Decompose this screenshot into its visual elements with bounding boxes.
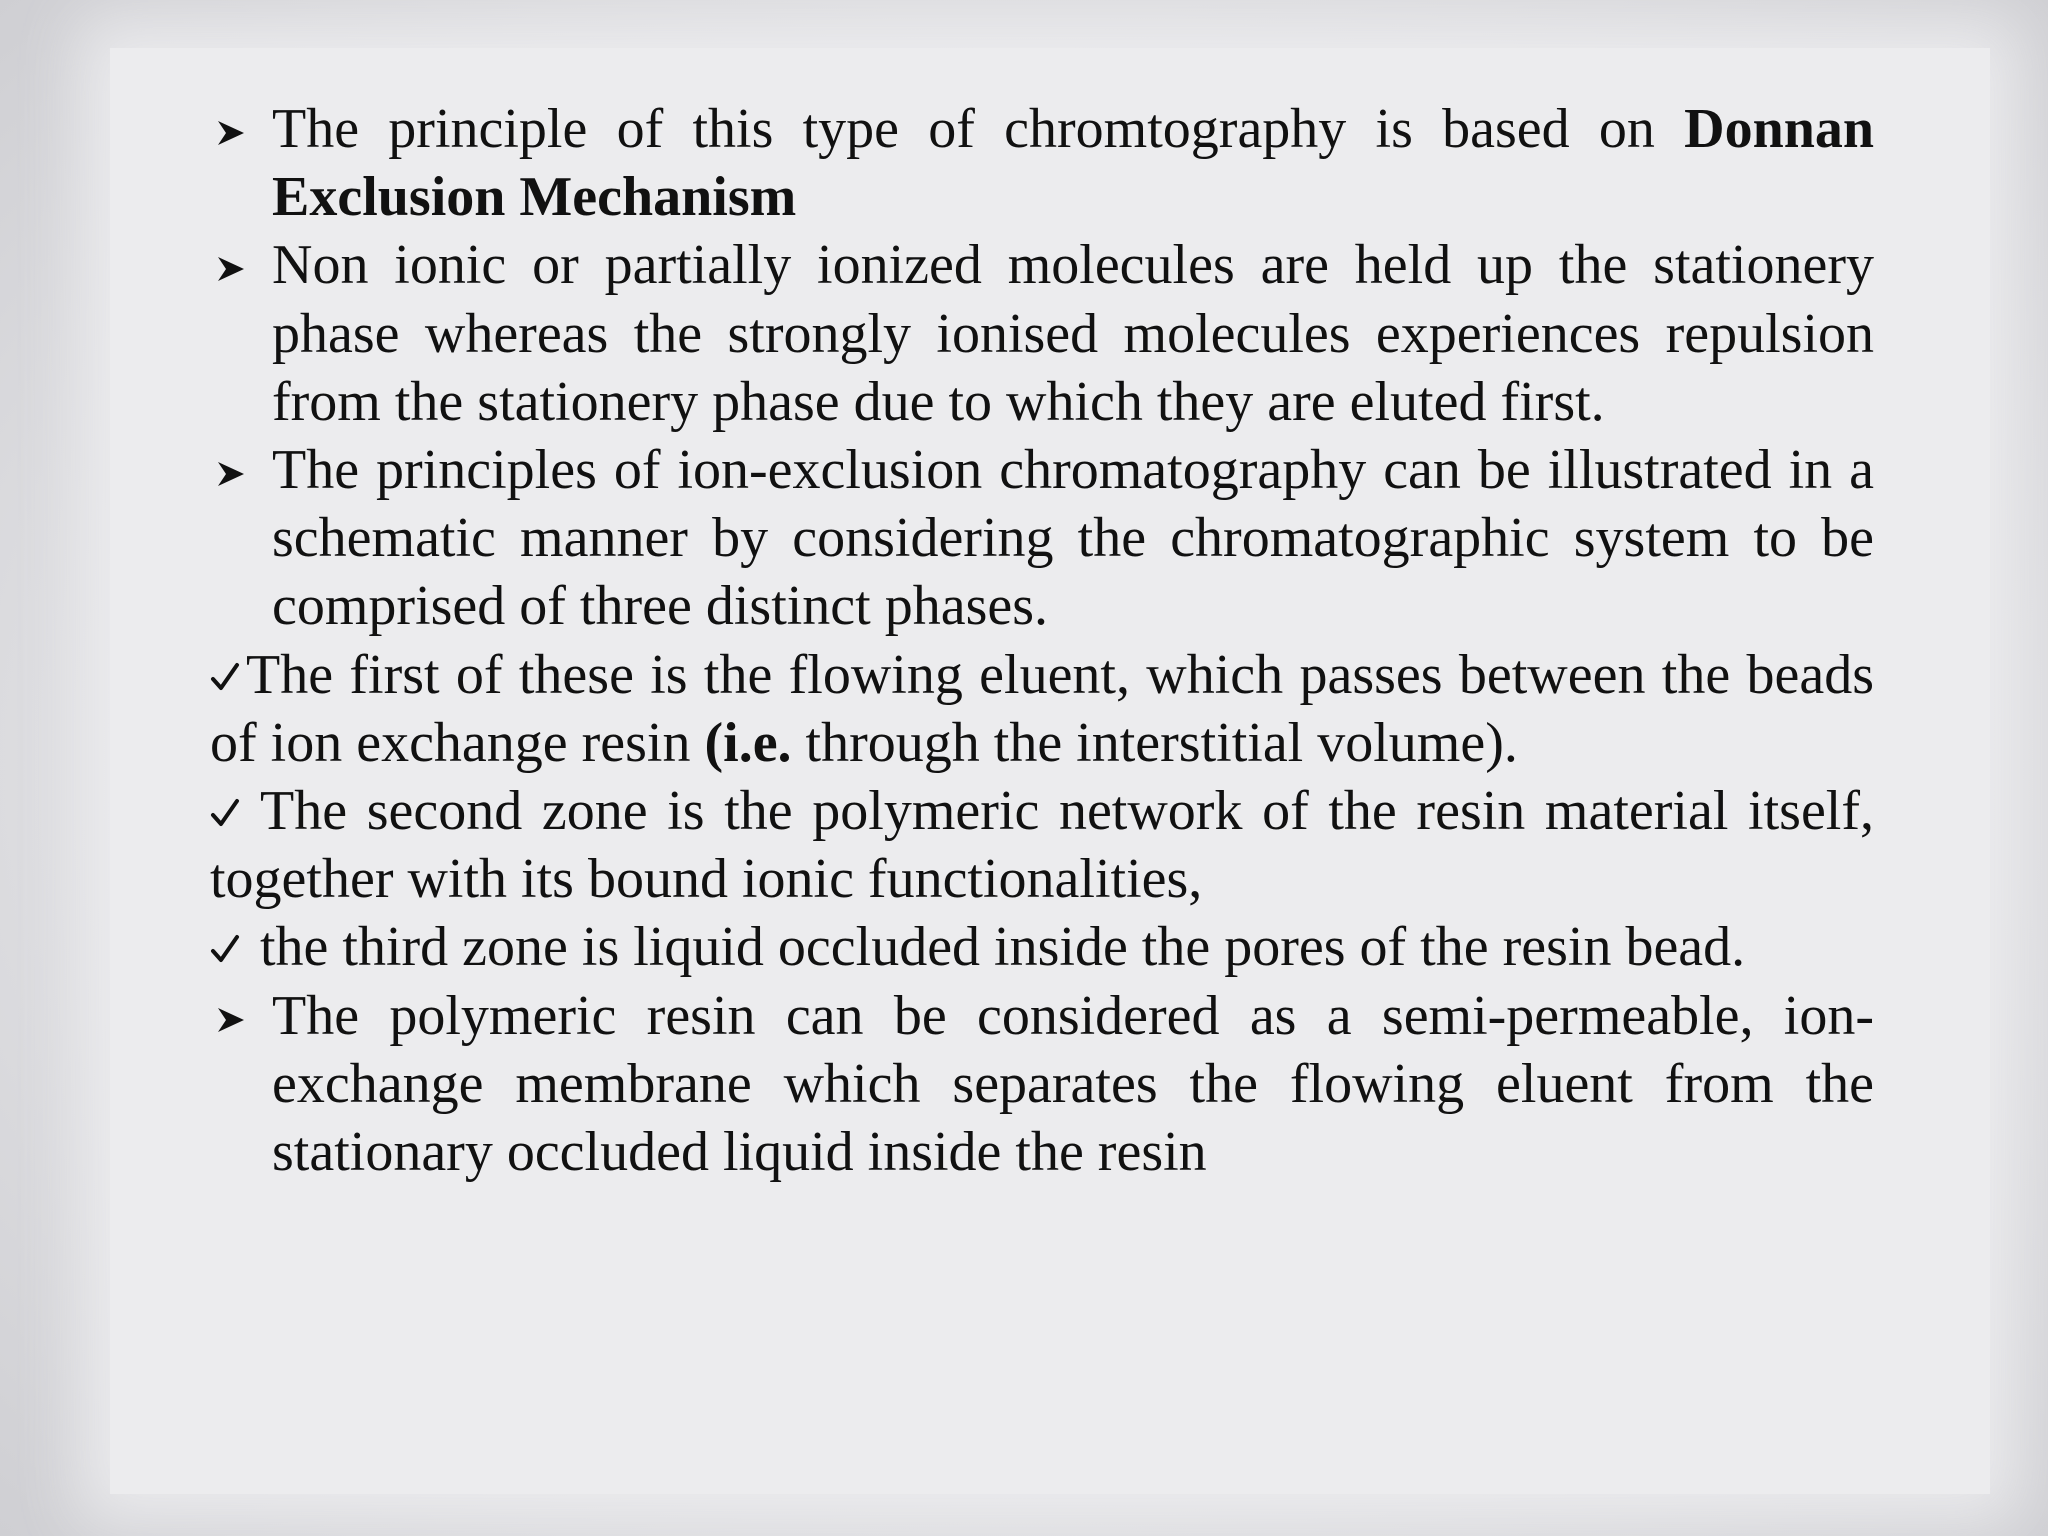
bullet-item-1-text: The principle of this type of chromtography is based on: [272, 98, 1685, 160]
check-item-3-text: the third zone is liquid occluded inside the pores of the resin bead.: [260, 916, 1746, 979]
bullet-item-2-text: Non ionic or partially ionized molecules are held up the stationery phase whereas the strongly ionised molecules experiences repulsion from the stationery phase due to which they are eluted first.: [272, 234, 1874, 433]
bullet-item-1: [210, 95, 1874, 231]
check-item-3: [210, 913, 1874, 981]
arrow-bullet-icon: [212, 231, 252, 299]
check-item-1-text-end: through the interstitial volume).: [791, 711, 1518, 774]
arrow-bullet-icon: [212, 436, 252, 504]
check-item-1-bold: (i.e.: [704, 711, 792, 774]
bullet-item-1-bold: Donnan Exclusion Mechanism: [272, 98, 1874, 229]
bullet-item-3: [210, 436, 1874, 641]
bullet-item-4-text: The polymeric resin can be considered as a semi-permeable, ion-exchange membrane which separates the flowing eluent from the stationary occluded liquid inside the resin: [272, 984, 1874, 1184]
check-item-1: [210, 641, 1874, 777]
checkmark-icon: [210, 795, 240, 831]
bullet-item-2: [210, 231, 1874, 436]
checkmark-icon: [210, 659, 240, 695]
arrow-bullet-icon: [212, 982, 252, 1050]
check-item-2: [210, 777, 1874, 913]
check-item-2-text: The second zone is the polymeric network of the resin material itself, together with its bound ionic functionalities,: [210, 780, 1874, 911]
checkmark-icon: [210, 931, 240, 967]
bullet-item-3-text: The principles of ion-exclusion chromatography can be illustrated in a schematic manner by considering the chromatographic system to be comprised of three distinct phases.: [272, 439, 1874, 638]
slide-content: [210, 95, 1874, 1186]
check-item-1-text: The first of these is the flowing eluent, which passes between the beads of ion exchange resin: [210, 643, 1874, 774]
bullet-item-4: [210, 982, 1874, 1187]
arrow-bullet-icon: [212, 95, 252, 163]
